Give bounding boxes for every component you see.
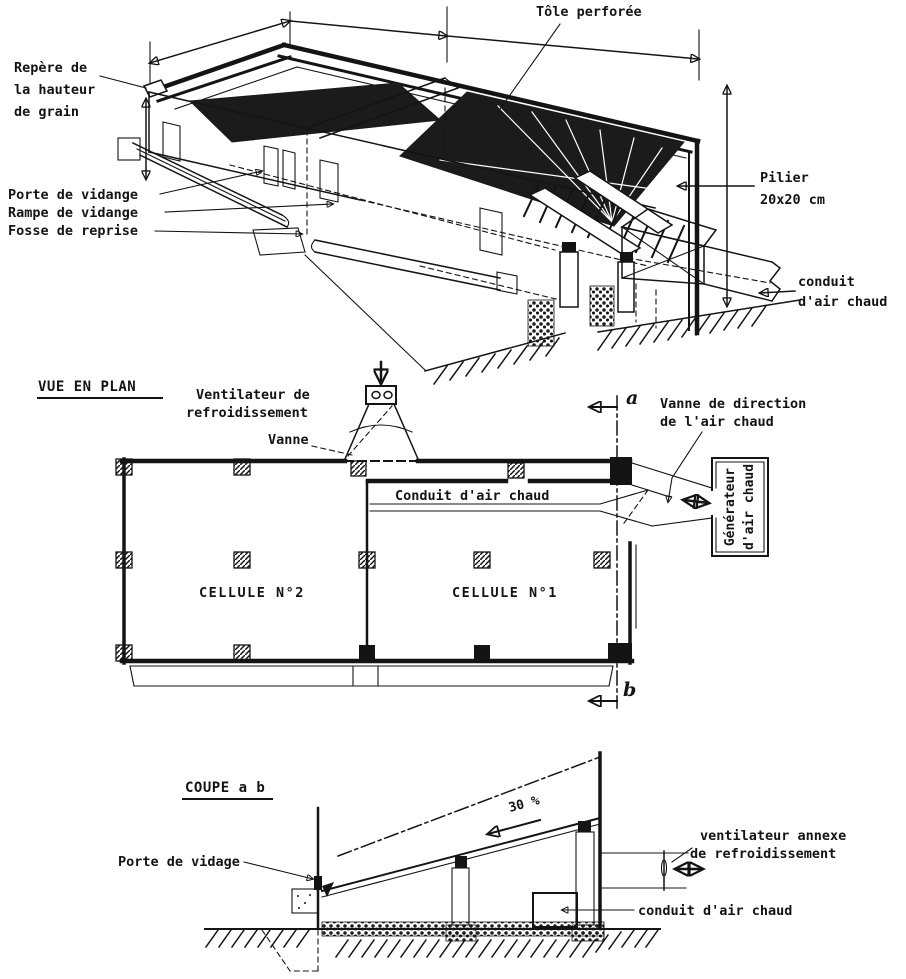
label-repere-3: de grain — [14, 104, 80, 120]
slope-direction-arrow — [488, 820, 540, 834]
label-section-conduit: conduit d'air chaud — [638, 903, 793, 919]
label-tole-perforee: Tôle perforée — [536, 4, 642, 20]
support-pillar — [560, 252, 578, 307]
label-pilier-2: 20x20 cm — [760, 192, 826, 208]
section-view-title: COUPE a b — [185, 780, 266, 796]
label-ventilateur-2: refroidissement — [186, 405, 308, 421]
section-mark-b: b — [623, 679, 637, 701]
door-opening — [320, 160, 338, 202]
label-porte-de-vidange: Porte de vidange — [8, 187, 139, 203]
label-rampe-de-vidange: Rampe de vidange — [8, 205, 139, 221]
plan-view-title: VUE EN PLAN — [38, 379, 137, 395]
label-porte-de-vidage: Porte de vidage — [118, 854, 240, 870]
label-ventilateur-annexe-2: de refroidissement — [690, 846, 837, 862]
label-cellule-1: CELLULE N°1 — [452, 585, 558, 601]
label-ventilateur-1: Ventilateur de — [196, 387, 310, 403]
label-conduit-1: conduit — [798, 274, 855, 290]
label-repere-2: la hauteur — [14, 82, 96, 98]
airflow-double-arrow — [684, 500, 708, 503]
label-generateur-1: Générateur — [723, 467, 738, 547]
label-pilier-1: Pilier — [760, 170, 809, 186]
label-cellule-2: CELLULE N°2 — [199, 585, 305, 601]
grain-height-marker-block — [144, 80, 167, 97]
plan-walls — [122, 459, 636, 663]
fosse-de-reprise-pit — [253, 228, 305, 255]
label-generateur-2: d'air chaud — [742, 463, 757, 551]
label-vanne-direction-2: de l'air chaud — [660, 414, 774, 430]
label-conduit-2: d'air chaud — [798, 294, 888, 310]
discharge-door — [292, 889, 318, 913]
label-vanne-direction-1: Vanne de direction — [660, 396, 807, 412]
label-ventilateur-annexe-1: ventilateur annexe — [700, 828, 847, 844]
section-view — [118, 753, 846, 971]
label-repere-1: Repère de — [14, 60, 88, 76]
section-labels — [118, 828, 846, 919]
label-vanne: Vanne — [268, 432, 309, 448]
hot-air-duct-3d — [622, 209, 780, 328]
plan-conduit — [351, 457, 632, 504]
label-plan-conduit: Conduit d'air chaud — [395, 488, 550, 504]
label-fosse-de-reprise: Fosse de reprise — [8, 223, 139, 239]
plan-piliers — [116, 459, 632, 663]
section-structure — [292, 753, 604, 941]
hot-air-generator — [622, 396, 806, 556]
plan-view — [38, 362, 806, 708]
label-slope: 30 % — [507, 793, 542, 816]
section-mark-a: a — [626, 387, 639, 409]
plan-apron — [130, 666, 613, 686]
support-pillar — [452, 868, 469, 925]
support-pillar — [618, 262, 634, 312]
cooling-ventilator — [345, 362, 418, 459]
grain-cell-2 — [190, 83, 440, 142]
annex-ventilator — [602, 851, 702, 890]
pit-hidden-outline — [262, 930, 318, 971]
foundation-footing — [590, 286, 614, 326]
support-pillar — [576, 832, 594, 925]
foundation-footing — [446, 925, 476, 941]
isometric-view — [8, 4, 887, 384]
sloped-floor — [322, 818, 600, 891]
